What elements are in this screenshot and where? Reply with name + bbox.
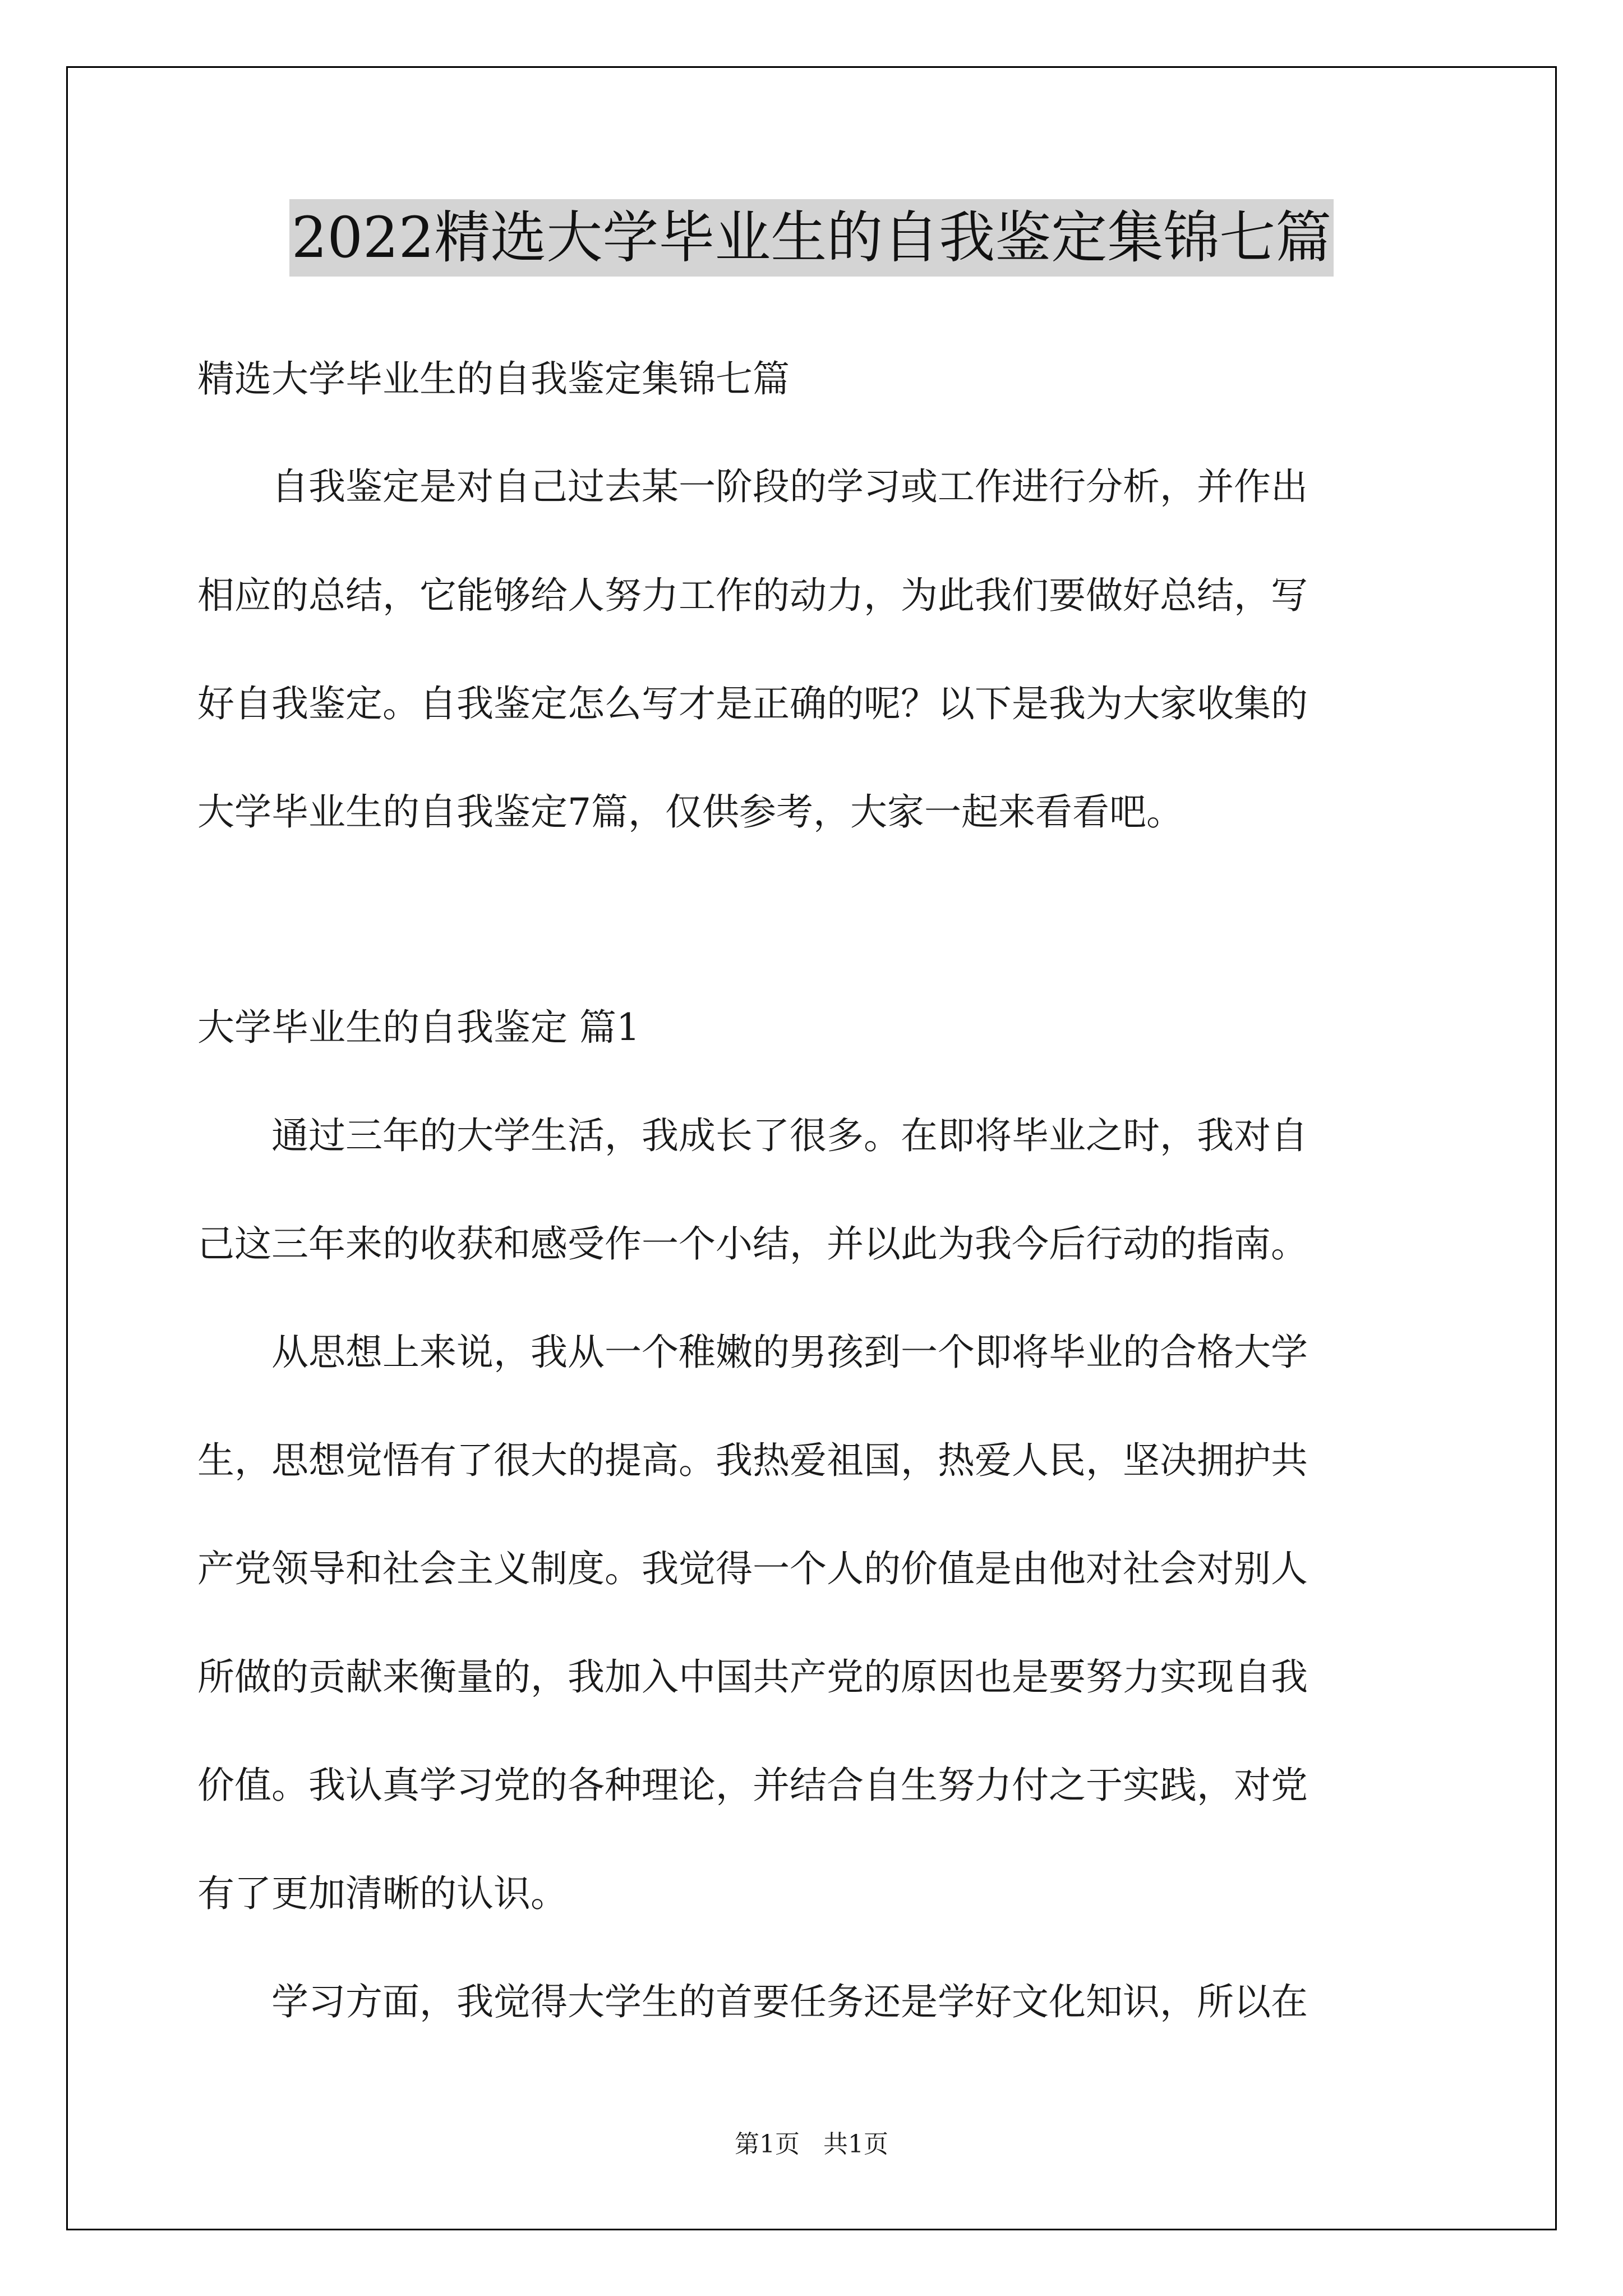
intro-line: 好自我鉴定。自我鉴定怎么写才是正确的呢？以下是我为大家收集的 (197, 682, 1308, 725)
title-container (0, 199, 1623, 277)
intro-line: 大学毕业生的自我鉴定7篇，仅供参考，大家一起来看看吧。 (197, 790, 1183, 834)
document-subtitle: 精选大学毕业生的自我鉴定集锦七篇 (197, 357, 790, 401)
intro-line: 自我鉴定是对自己过去某一阶段的学习或工作进行分析，并作出 (197, 465, 1308, 508)
body-line: 价值。我认真学习党的各种理论，并结合自生努力付之于实践，对党 (197, 1764, 1308, 1807)
body-line: 通过三年的大学生活，我成长了很多。在即将毕业之时，我对自 (197, 1114, 1308, 1157)
body-line: 学习方面，我觉得大学生的首要任务还是学好文化知识，所以在 (197, 1980, 1308, 2023)
body-line: 产党领导和社会主义制度。我觉得一个人的价值是由他对社会对别人 (197, 1547, 1308, 1590)
page-footer: 第1页 共1页 (735, 2130, 888, 2159)
body-line: 生，思想觉悟有了很大的提高。我热爱祖国，热爱人民，坚决拥护共 (197, 1439, 1308, 1482)
body-line: 所做的贡献来衡量的，我加入中国共产党的原因也是要努力实现自我 (197, 1655, 1308, 1699)
body-line: 从思想上来说，我从一个稚嫩的男孩到一个即将毕业的合格大学 (197, 1331, 1308, 1374)
body-line: 有了更加清晰的认识。 (197, 1872, 568, 1915)
document-title: 2022精选大学毕业生的自我鉴定集锦七篇 (289, 199, 1334, 277)
section-heading: 大学毕业生的自我鉴定 篇1 (197, 1006, 640, 1049)
intro-line: 相应的总结，它能够给人努力工作的动力，为此我们要做好总结，写 (197, 574, 1308, 617)
body-line: 己这三年来的收获和感受作一个小结，并以此为我今后行动的指南。 (197, 1222, 1308, 1266)
